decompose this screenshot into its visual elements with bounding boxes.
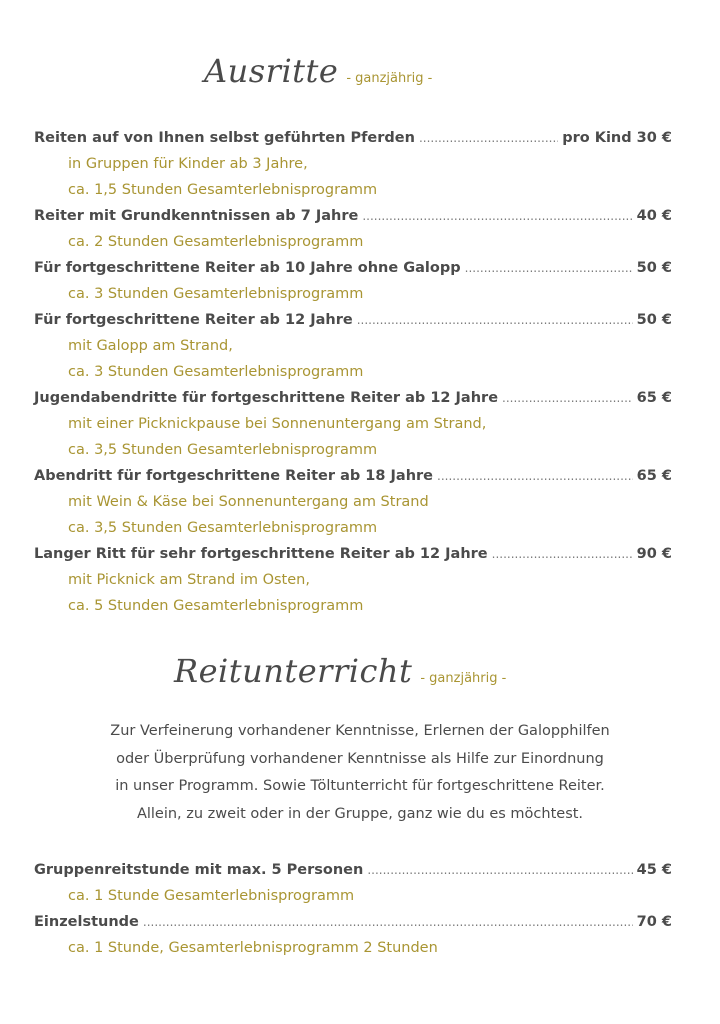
leader-dots bbox=[367, 857, 632, 883]
item-label: Jugendabendritte für fortgeschrittene Reiter ab 12 Jahre bbox=[34, 390, 499, 406]
item-detail: ca. 1 Stunde Gesamterlebnisprogramm bbox=[68, 888, 355, 904]
intro-line: Zur Verfeinerung vorhandener Kenntnisse, Erlernen der Galopphilfen bbox=[110, 723, 610, 739]
item-detail: mit Wein & Käse bei Sonnenuntergang am Strand bbox=[68, 494, 429, 510]
item-price: 90 € bbox=[636, 546, 672, 562]
item-detail: ca. 1,5 Stunden Gesamterlebnisprogramm bbox=[68, 182, 378, 198]
item-detail: ca. 3,5 Stunden Gesamterlebnisprogramm bbox=[68, 442, 378, 458]
list-item bbox=[34, 125, 672, 203]
heading-ausritte: Ausritte bbox=[204, 52, 339, 90]
item-label: Gruppenreitstunde mit max. 5 Personen bbox=[34, 862, 364, 878]
item-price: 40 € bbox=[636, 208, 672, 224]
leader-dots bbox=[437, 463, 633, 489]
item-label: Abendritt für fortgeschrittene Reiter ab 18 Jahre bbox=[34, 468, 433, 484]
list-item bbox=[34, 857, 672, 909]
item-detail: mit Picknick am Strand im Osten, bbox=[68, 572, 310, 588]
list-item bbox=[34, 307, 672, 385]
item-label: Für fortgeschrittene Reiter ab 12 Jahre bbox=[34, 312, 353, 328]
reitunterricht-list bbox=[34, 857, 672, 961]
list-item bbox=[34, 909, 672, 961]
item-price: 70 € bbox=[636, 914, 672, 930]
item-label: Reiten auf von Ihnen selbst geführten Pferden bbox=[34, 130, 415, 146]
item-detail: ca. 3 Stunden Gesamterlebnisprogramm bbox=[68, 286, 364, 302]
leader-dots bbox=[465, 255, 633, 281]
intro-line: oder Überprüfung vorhandener Kenntnisse als Hilfe zur Einordnung bbox=[116, 750, 604, 767]
leader-dots bbox=[143, 909, 633, 935]
list-item bbox=[34, 463, 672, 541]
item-detail: ca. 3,5 Stunden Gesamterlebnisprogramm bbox=[68, 520, 378, 536]
item-price: 45 € bbox=[636, 862, 672, 878]
item-price: 50 € bbox=[636, 260, 672, 276]
item-price: 65 € bbox=[636, 468, 672, 484]
intro-line: Allein, zu zweit oder in der Gruppe, ganz wie du es möchtest. bbox=[136, 805, 584, 822]
item-detail: ca. 1 Stunde, Gesamterlebnisprogramm 2 Stunden bbox=[68, 940, 438, 956]
item-label: Einzelstunde bbox=[34, 914, 139, 930]
section-title-reitunterricht bbox=[174, 652, 506, 690]
leader-dots bbox=[362, 203, 632, 229]
ausritte-list bbox=[34, 125, 672, 619]
list-item bbox=[34, 541, 672, 619]
item-price: 50 € bbox=[636, 312, 672, 328]
item-price: pro Kind 30 € bbox=[562, 130, 672, 146]
subtitle-reitunterricht: - ganzjährig - bbox=[420, 671, 507, 686]
leader-dots bbox=[492, 541, 633, 567]
list-item bbox=[34, 385, 672, 463]
item-label: Für fortgeschrittene Reiter ab 10 Jahre ohne Galopp bbox=[34, 260, 461, 276]
heading-reitunterricht: Reitunterricht bbox=[174, 652, 413, 690]
item-price: 65 € bbox=[636, 390, 672, 406]
section-title-ausritte bbox=[204, 52, 432, 90]
list-item bbox=[34, 255, 672, 307]
item-detail: ca. 2 Stunden Gesamterlebnisprogramm bbox=[68, 234, 364, 250]
leader-dots bbox=[357, 307, 633, 333]
item-label: Langer Ritt für sehr fortgeschrittene Reiter ab 12 Jahre bbox=[34, 546, 488, 562]
item-detail: mit Galopp am Strand, bbox=[68, 338, 233, 354]
leader-dots bbox=[502, 385, 633, 411]
intro-paragraph bbox=[40, 718, 680, 828]
item-detail: ca. 5 Stunden Gesamterlebnisprogramm bbox=[68, 598, 364, 614]
item-label: Reiter mit Grundkenntnissen ab 7 Jahre bbox=[34, 208, 359, 224]
leader-dots bbox=[419, 125, 558, 151]
item-detail: ca. 3 Stunden Gesamterlebnisprogramm bbox=[68, 364, 364, 380]
item-detail: in Gruppen für Kinder ab 3 Jahre, bbox=[68, 156, 308, 172]
item-detail: mit einer Picknickpause bei Sonnenuntergang am Strand, bbox=[68, 416, 487, 432]
subtitle-ausritte: - ganzjährig - bbox=[346, 71, 433, 86]
intro-line: in unser Programm. Sowie Töltunterricht für fortgeschrittene Reiter. bbox=[115, 778, 605, 794]
list-item bbox=[34, 203, 672, 255]
